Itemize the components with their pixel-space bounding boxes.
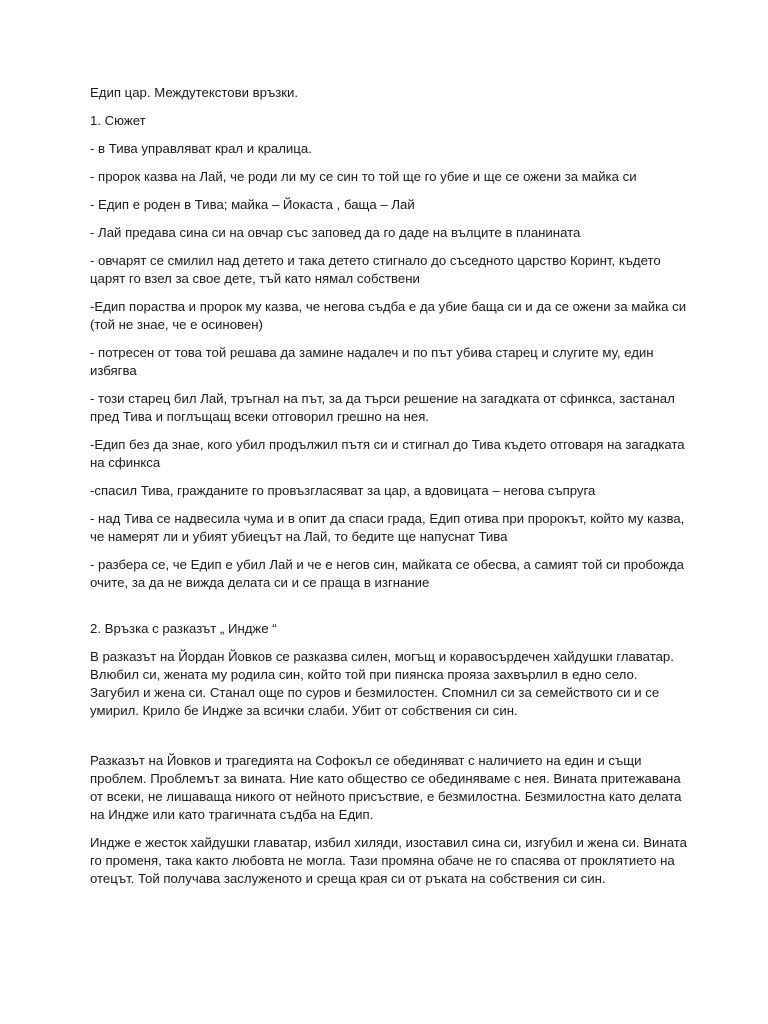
document-title: Едип цар. Междутекстови връзки. bbox=[90, 85, 299, 100]
plot-point: - в Тива управляват крал и кралица. bbox=[90, 141, 312, 156]
connection-paragraph: Индже е жесток хайдушки главатар, избил хиляди, изоставил сина си, изгубил и жена си. Вината го променя, така както любовта не могла. Тази промяна обаче не го спасява от проклятието на отецът. Той получава заслуженото и среща края си от ръката на собствения си син. bbox=[90, 835, 687, 886]
section-heading-plot: 1. Сюжет bbox=[90, 113, 146, 128]
plot-point: -спасил Тива, гражданите го провъзгласяват за цар, а вдовицата – негова съпруга bbox=[90, 483, 596, 498]
plot-point: -Едип без да знае, кого убил продължил пътя си и стигнал до Тива където отговаря на загадката на сфинкса bbox=[90, 437, 685, 470]
plot-point: - този старец бил Лай, тръгнал на път, за да търси решение на загадката от сфинкса, застанал пред Тива и поглъщащ всеки отговорил грешно на нея. bbox=[90, 391, 675, 424]
paragraph-spacer bbox=[90, 730, 690, 752]
section-spacer bbox=[90, 602, 690, 620]
plot-point: - Лай предава сина си на овчар със заповед да го даде на вълците в планината bbox=[90, 225, 581, 240]
plot-point: -Едип пораства и пророк му казва, че негова съдба е да убие баща си и да се ожени за майка си (той не знае, че е осиновен) bbox=[90, 299, 687, 332]
plot-point: - над Тива се надвесила чума и в опит да спаси града, Едип отива при пророкът, който му казва, че намерят ли и убият убиецът на Лай, то бедите ще напуснат Тива bbox=[90, 511, 685, 544]
plot-point: - овчарят се смилил над детето и така детето стигнало до съседното царство Коринт, където царят го взел за свое дете, тъй като нямал собствени bbox=[90, 253, 661, 286]
plot-point: - Едип е роден в Тива; майка – Йокаста , баща – Лай bbox=[90, 197, 415, 212]
plot-point: - разбера се, че Едип е убил Лай и че е негов син, майката се обесва, а самият той си пробожда очите, за да не вижда делата си и се праща в изгнание bbox=[90, 557, 685, 590]
document-page bbox=[90, 84, 690, 898]
plot-point: - пророк казва на Лай, че роди ли му се син то той ще го убие и ще се ожени за майка си bbox=[90, 169, 637, 184]
connection-paragraph: Разказът на Йовков и трагедията на Софокъл се обединяват с наличието на един и същи проблем. Проблемът за вината. Ние като общество се обединяваме с нея. Вината притежавана от всеки, не лишаваща никого от нейното присъствие, е безмилостна. Безмилостна като делата на Индже или като трагичната съдба на Едип. bbox=[90, 753, 682, 822]
section-heading-connection: 2. Връзка с разказът „ Индже “ bbox=[90, 621, 277, 636]
connection-paragraph: В разказът на Йордан Йовков се разказва силен, могъщ и коравосърдечен хайдушки главатар. Влюбил си, жената му родила син, който той при пиянска прояза захвърлил в едно село. Загубил и жена си. Станал още по суров и безмилостен. Спомнил си за семейството си и се умирил. Крило бе Индже за всички слаби. Убит от собствения си син. bbox=[90, 649, 674, 718]
plot-point: - потресен от това той решава да замине надалеч и по път убива старец и слугите му, един избягва bbox=[90, 345, 654, 378]
